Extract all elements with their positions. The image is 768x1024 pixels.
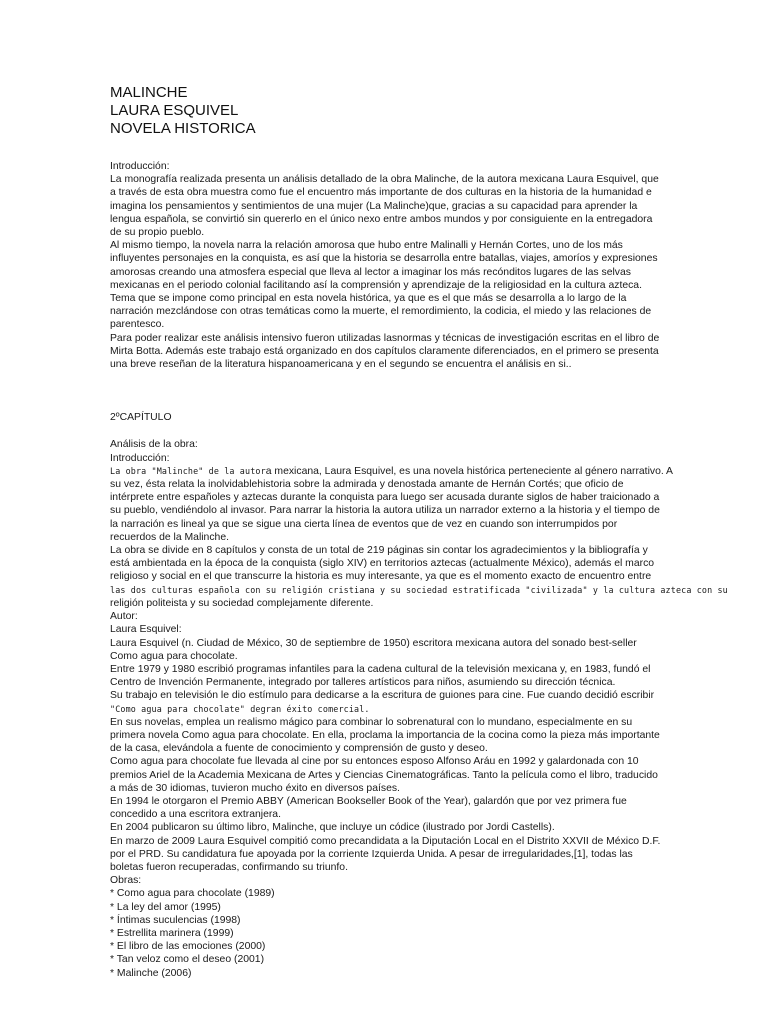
text-line: religioso y social en el que transcurre la historia es muy interesante, ya que es el momento exacto de encuentro entre (110, 571, 652, 583)
text-line: La obra se divide en 8 capítulos y consta de un total de 219 páginas sin contar los agradecimientos y la bibliografía y (110, 545, 648, 557)
text-line: mexicanas en el periodo colonial facilitando así la comprensión y aprendizaje de la religiosidad en la cultura azteca. (110, 279, 642, 291)
text-line: Para poder realizar este análisis intensivo fueron utilizadas lasnormas y técnicas de investigación escritas en el libro de (110, 332, 660, 344)
text-line: narración mezclándose con otras temáticas como la muerte, el remordimiento, la codicia, el miedo y las relaciones de (110, 306, 652, 318)
text-line: Al mismo tiempo, la novela narra la relación amorosa que hubo entre Malinalli y Hernán Cortes, uno de los más (110, 240, 623, 252)
text-line: Centro de Invención Permanente, integrado por talleres artísticos para niños, asumiendo su dirección técnica. (110, 677, 616, 689)
list-item: * Estrellita marinera (1999) (110, 927, 234, 939)
list-item: * Íntimas suculencias (1998) (110, 914, 241, 926)
text-line: de la casa, elevándola a fuente de conocimiento y comprensión de gusto y deseo. (110, 743, 488, 755)
text-line: En marzo de 2009 Laura Esquivel compitió como precandidata a la Diputación Local en el Distrito XXVII de México D.F. (110, 835, 661, 847)
list-item: * Malinche (2006) (110, 967, 192, 979)
text-line: a través de esta obra muestra como fue el encuentro más importante de dos culturas en la historia de la humanidad e (110, 187, 652, 199)
text-line: imagina los pensamientos y sentimientos de una mujer (La Malinche)que, gracias a su capacidad para aprender la (110, 200, 638, 212)
text-line: de su propio pueblo. (110, 227, 205, 239)
text-line: intérprete entre españoles y aztecas durante la conquista para luego ser acusada durante siglos de haber traicionado a (110, 492, 660, 504)
list-item: * El libro de las emociones (2000) (110, 941, 266, 953)
text-line: a más de 30 idiomas, tuvieron mucho éxito en diversos países. (110, 782, 400, 794)
text-line: Autor: (110, 611, 138, 623)
text-fragment: a mexicana, Laura Esquivel, es una novela histórica perteneciente al género narrativo. A (265, 465, 673, 477)
text-line: Entre 1979 y 1980 escribió programas infantiles para la cadena cultural de la televisión mexicana y, en 1983, fundó el (110, 663, 651, 675)
text-line (110, 465, 673, 478)
list-item: * Tan veloz como el deseo (2001) (110, 954, 265, 966)
text-line: Mirta Botta. Además este trabajo está organizado en dos capítulos claramente diferenciados, en el primero se presenta (110, 345, 659, 357)
text-line: En sus novelas, emplea un realismo mágico para combinar lo sobrenatural con lo mundano, especialmente en su (110, 716, 633, 728)
text-line: la narración es lineal ya que se sigue una cierta línea de eventos que de vez en cuando son interrumpidos por (110, 518, 618, 530)
list-item: * La ley del amor (1995) (110, 901, 221, 913)
chapter-heading: 2ºCAPÍTULO (110, 412, 172, 424)
text-line: Laura Esquivel (n. Ciudad de México, 30 de septiembre de 1950) escritora mexicana autora del sonado best-seller (110, 637, 637, 649)
text-line: religión politeista y su sociedad complejamente diferente. (110, 597, 374, 609)
text-line: amorosas creando una atmosfera especial que lleva al lector a imaginar los más recónditos lugares de las selvas (110, 266, 631, 278)
document-page (110, 84, 728, 980)
text-line: su pueblo, vendiéndolo al invasor. Para narrar la historia la autora utiliza un narrador externo a la historia y el tiempo de (110, 505, 660, 517)
title-line: LAURA ESQUIVEL (110, 102, 239, 119)
title-line: NOVELA HISTORICA (110, 120, 256, 137)
works-heading: Obras: (110, 875, 142, 887)
text-line: Introducción: (110, 161, 170, 172)
text-line: Como agua para chocolate fue llevada al cine por su entonces esposo Alfonso Aráu en 1992 y galardonada con 10 (110, 756, 639, 768)
mono-line: las dos culturas española con su religión cristiana y su sociedad estratificada "civilizada" y la cultura azteca con su (110, 584, 728, 595)
introduction-section (110, 160, 670, 371)
text-line: concedido a una escritora extranjera. (110, 809, 281, 821)
chapter-section (110, 411, 728, 980)
text-line: La monografía realizada presenta un análisis detallado de la obra Malinche, de la autora mexicana Laura Esquivel, que (110, 174, 659, 186)
text-line: primera novela Como agua para chocolate. En ella, proclama la importancia de la cocina como la pieza más importante (110, 729, 660, 741)
title-line: MALINCHE (110, 84, 188, 101)
mono-line: "Como agua para chocolate" degran éxito comercial. (110, 703, 370, 714)
document-title (110, 84, 670, 138)
text-line: una breve reseñan de la literatura hispanoamericana y en el segundo se encuentra el análisis en si.. (110, 359, 572, 371)
text-line: Como agua para chocolate. (110, 650, 238, 662)
text-line: boletas fueron recuperadas, confirmando su triunfo. (110, 861, 348, 873)
text-line: influyentes personajes en la conquista, es así que la historia se desarrolla entre batallas, viajes, amoríos y expresiones (110, 253, 658, 265)
text-line: Análisis de la obra: (110, 439, 198, 451)
text-line: lengua española, se convirtió sin quererlo en el único nexo entre ambos mundos y por consiguiente en la entregadora (110, 213, 653, 225)
mono-fragment: La obra "Malinche" de la autor (110, 465, 266, 476)
text-line: parentesco. (110, 319, 165, 331)
text-line: Introducción: (110, 452, 170, 464)
text-line: Su trabajo en televisión le dio estímulo para dedicarse a la escritura de guiones para cine. Fue cuando decidió escribir (110, 690, 655, 702)
list-item: * Como agua para chocolate (1989) (110, 888, 275, 900)
text-line: premios Ariel de la Academia Mexicana de Artes y Ciencias Cinematográficas. Tanto la película como el libro, traducido (110, 769, 658, 781)
text-line: En 2004 publicaron su último libro, Malinche, que incluye un códice (ilustrado por Jordi Castells). (110, 822, 555, 834)
text-line: su vez, ésta relata la inolvidablehistoria sobre la admirada y denostada amante de Hernán Cortés; que oficio de (110, 479, 624, 491)
text-line: En 1994 le otorgaron el Premio ABBY (American Bookseller Book of the Year), galardón que por vez primera fue (110, 795, 627, 807)
text-line: Tema que se impone como principal en esta novela histórica, ya que es el que más se desarrolla a lo largo de la (110, 293, 627, 305)
text-line: recuerdos de la Malinche. (110, 531, 229, 543)
text-line: Laura Esquivel: (110, 624, 182, 636)
text-line: está ambientada en la época de la conquista (siglo XIV) en territorios aztecas (actualmente México), además el marco (110, 558, 655, 570)
text-line: por el PRD. Su candidatura fue apoyada por la corriente Izquierda Unida. A pesar de irregularidades,[1], todas las (110, 848, 633, 860)
